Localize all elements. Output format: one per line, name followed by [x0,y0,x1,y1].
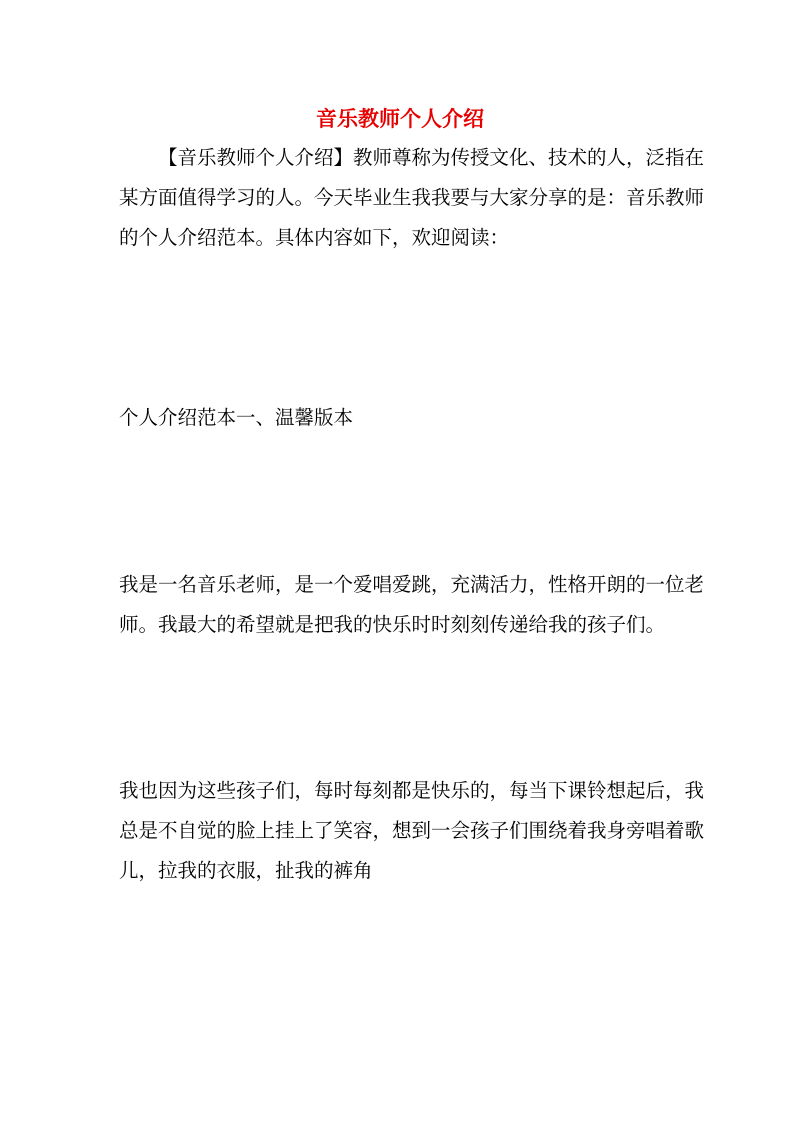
section-heading [119,398,685,438]
intro-line: 的个人介绍范本。具体内容如下，欢迎阅读： [119,226,510,249]
body-paragraph-1 [119,565,705,645]
paragraph-line: 总是不自觉的脸上挂上了笑容，想到一会孩子们围绕着我身旁唱着歌 [119,819,705,842]
document-title: 音乐教师个人介绍 [316,107,484,131]
intro-line: 某方面值得学习的人。今天毕业生我我要与大家分享的是：音乐教师 [119,186,705,209]
section-heading-text: 个人介绍范本一、温馨版本 [119,406,354,429]
paragraph-line: 儿，拉我的衣服，扯我的裤角 [119,859,373,882]
paragraph-line: 师。我最大的希望就是把我的快乐时时刻刻传递给我的孩子们。 [119,613,666,636]
paragraph-line: 我是一名音乐老师，是一个爱唱爱跳，充满活力，性格开朗的一位老 [119,573,705,596]
body-paragraph-2 [119,771,705,891]
intro-line: 【音乐教师个人介绍】教师尊称为传授文化、技术的人，泛指在 [158,146,705,169]
intro-paragraph [119,138,705,258]
paragraph-line: 我也因为这些孩子们，每时每刻都是快乐的，每当下课铃想起后，我 [119,779,705,802]
